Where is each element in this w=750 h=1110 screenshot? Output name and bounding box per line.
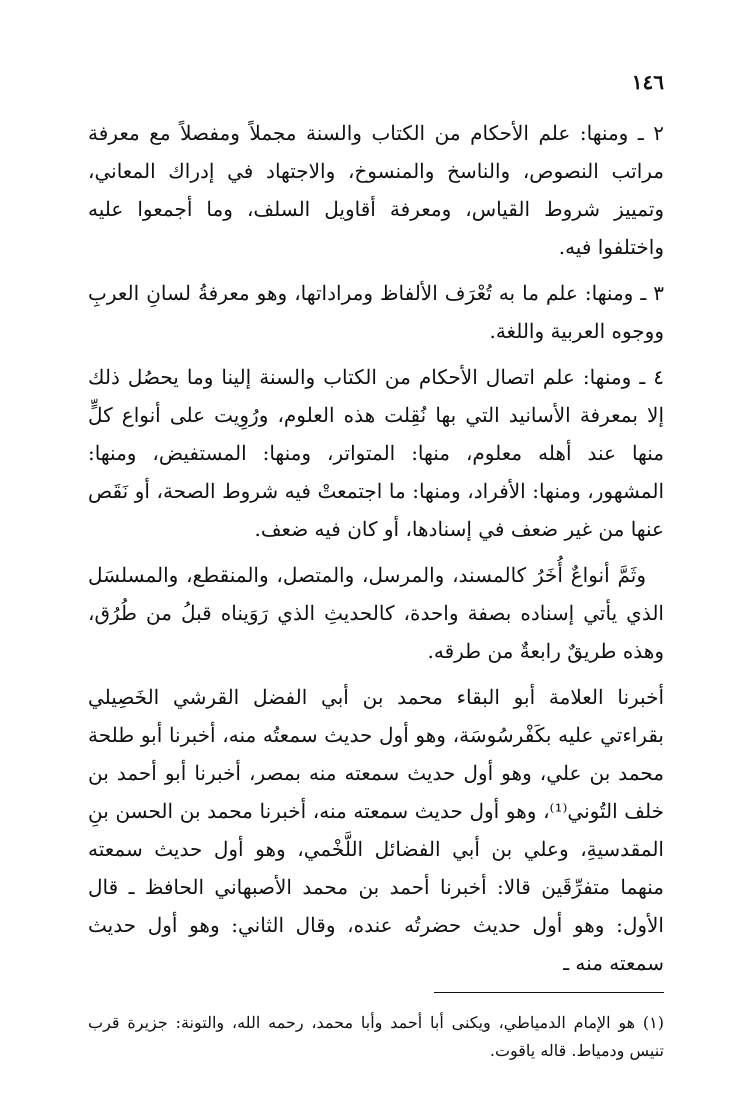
footnote-divider <box>434 992 664 993</box>
paragraph-other-types: وثَمَّ أنواعٌ أُخَرُ كالمسند، والمرسل، والمتصل، والمنقطع، والمسلسَل الذي يأتي إسناده بصفة واحدة، كالحديثِ الذي رَوَيناه قبلُ من طُرُق، وهذه طريقٌ رابعةٌ من طرقه. <box>88 563 664 663</box>
paragraph-2: ٢ ـ ومنها: علم الأحكام من الكتاب والسنة مجملاً ومفصلاً مع معرفة مراتب النصوص، والناسخ والمنسوخ، والاجتهاد في إدراك المعاني، وتمييز شروط القياس، ومعرفة أقاويل السلف، وما أجمعوا عليه واختلفوا فيه. <box>88 121 664 259</box>
paragraph-isnad: أخبرنا العلامة أبو البقاء محمد بن أبي الفضل القرشي الخَصِيلي بقراءتي عليه بكَفْرسُوسَة، وهو أول حديث سمعتُه منه، أخبرنا أبو طلحة محمد بن علي، وهو أول حديث سمعته منه بمصر، أخبرنا أبو أحمد بن خلف التُوني⁽¹⁾، وهو أول حديث سمعته منه، أخبرنا محمد بن الحسن بنِ المقدسيةِ، وعلي بن أبي الفضائل اللَّخْمي، وهو أول حديث سمعته منهما متفرِّقَين قالا: أخبرنا أحمد بن محمد الأصبهاني الحافظ ـ قال الأول: وهو أول حديث حضرتُه عنده، وقال الثاني: وهو أول حديث سمعته منه ـ <box>88 685 664 975</box>
footnote: (١) هو الإمام الدمياطي، ويكنى أبا أحمد وأبا محمد، رحمه الله، والتونة: جزيرة قرب تنيس ودمياط. قاله ياقوت. <box>88 1013 664 1060</box>
paragraph-4: ٤ ـ ومنها: علم اتصال الأحكام من الكتاب والسنة إلينا وما يحصُل ذلك إلا بمعرفة الأسانيد التي بها نُقِلت هذه العلوم، ورُوِيت على أنواع كلٍّ منها عند أهله معلوم، منها: المتواتر، ومنها: المستفيض، ومنها: المشهور، ومنها: الأفراد، ومنها: ما اجتمعتْ فيه شروط الصحة، أو نَقَص عنها من غير ضعف في إسنادها، أو كان فيه ضعف. <box>88 365 664 541</box>
page-number: ١٤٦ <box>631 70 664 94</box>
book-page <box>88 70 664 1081</box>
paragraph-3: ٣ ـ ومنها: علم ما به تُعْرَف الألفاظ ومراداتها، وهو معرفةُ لسانِ العربِ ووجوه العربية واللغة. <box>88 281 664 343</box>
